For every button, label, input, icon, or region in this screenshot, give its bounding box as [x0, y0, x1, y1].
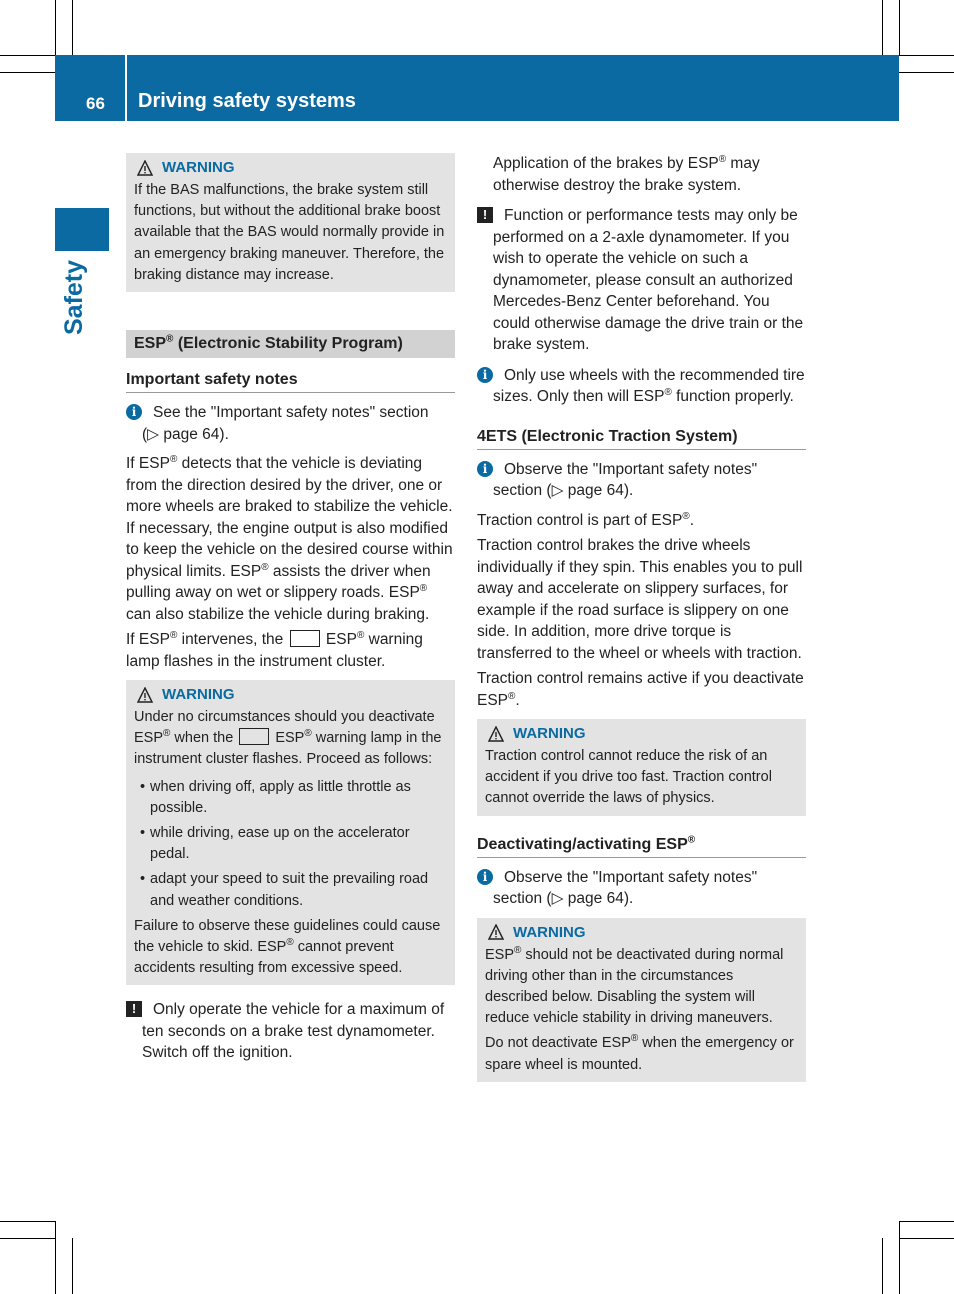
warning-triangle-icon — [137, 160, 153, 176]
crop-mark — [899, 55, 954, 56]
crop-mark — [899, 72, 954, 73]
warning-triangle-icon — [137, 687, 153, 703]
warning-title: WARNING — [162, 686, 235, 704]
crop-mark — [0, 55, 55, 56]
crop-mark — [0, 72, 55, 73]
traction-description-paragraph: Traction control brakes the drive wheels individually if they spin. This enables you to pull away and accelerate on slippery surfaces, for example if the road surface is slippery on one side. In addition, more drive torque is transferred to the wheel or wheels with traction. — [477, 537, 803, 662]
crop-mark — [899, 1221, 954, 1222]
warning-triangle-icon — [488, 726, 504, 742]
subheading-important-safety-notes: Important safety notes — [126, 371, 455, 393]
crop-mark — [882, 1238, 883, 1294]
list-item: • when driving off, apply as little throttle as possible. — [134, 777, 447, 819]
crop-mark — [899, 1221, 900, 1294]
right-column — [477, 153, 806, 1082]
traction-part-paragraph: Traction control is part of ESP®. — [477, 510, 695, 529]
subheading-4ets: 4ETS (Electronic Traction System) — [477, 428, 806, 450]
crop-mark — [0, 1238, 55, 1239]
header-divider — [125, 55, 127, 121]
warning-box-esp-deactivation — [477, 918, 806, 1082]
crop-mark — [899, 0, 900, 55]
warning-bullet-list — [134, 777, 447, 912]
warning-heading — [485, 924, 798, 941]
crop-mark — [899, 1238, 954, 1239]
page-number: 66 — [86, 94, 105, 113]
warning-text: ESP® should not be deactivated during normal driving other than in the circumstances described below. Disabling the system will reduce vehicle stability in driving maneuvers. — [485, 944, 784, 1027]
esp-skid-icon — [290, 630, 320, 647]
crop-mark — [882, 0, 883, 55]
info-icon: i — [477, 367, 493, 383]
list-item: • while driving, ease up on the accelerator pedal. — [134, 823, 447, 865]
info-note: i Observe the "Important safety notes" section (▷ page 64). — [477, 867, 806, 910]
warning-heading — [485, 725, 798, 742]
info-icon: i — [477, 461, 493, 477]
warning-box-deactivate — [126, 680, 455, 985]
section-heading-esp: ESP® (Electronic Stability Program) — [126, 330, 455, 358]
crop-mark — [72, 0, 73, 55]
side-tab — [55, 208, 109, 251]
info-icon: i — [477, 869, 493, 885]
warning-text: Traction control cannot reduce the risk of an accident if you drive too fast. Traction control cannot override the laws of physics. — [485, 748, 772, 807]
esp-warning-lamp-paragraph: If ESP® intervenes, the ESP® warning lamp flashes in the instrument cluster. — [126, 629, 423, 670]
warning-outro: Failure to observe these guidelines could cause the vehicle to skid. ESP® cannot prevent accidents resulting from excessive speed. — [134, 917, 441, 977]
traction-active-paragraph: Traction control remains active if you deactivate ESP®. — [477, 670, 804, 709]
warning-text: If the BAS malfunctions, the brake system still functions, but without the additional brake boost available that the BAS would normally provide in an emergency braking maneuver. Therefore, the braking distance may increase. — [134, 182, 445, 283]
warning-box-traction — [477, 719, 806, 816]
warning-box-bas — [126, 153, 455, 292]
warning-title: WARNING — [162, 159, 235, 176]
side-label-safety: Safety — [60, 259, 88, 335]
crop-mark — [55, 1221, 56, 1294]
caution-note: ! Only operate the vehicle for a maximum of ten seconds on a brake test dynamometer. Switch off the ignition. — [126, 999, 455, 1064]
info-note: i Only use wheels with the recommended tire sizes. Only then will ESP® function properly. — [477, 365, 806, 408]
list-item: • adapt your speed to suit the prevailing road and weather conditions. — [134, 869, 447, 911]
esp-skid-icon — [239, 728, 269, 745]
crop-mark — [72, 1238, 73, 1294]
left-column — [126, 153, 455, 1064]
exclamation-icon: ! — [477, 207, 493, 223]
warning-text: Do not deactivate ESP® when the emergency or spare wheel is mounted. — [485, 1033, 794, 1073]
warning-heading — [134, 686, 447, 703]
subheading-deactivating-esp: Deactivating/activating ESP® — [477, 836, 806, 858]
caution-note: ! Function or performance tests may only be performed on a 2-axle dynamometer. If you wish to operate the vehicle on such a dynamometer, please consult an authorized Mercedes-Benz Center beforehand. You could otherwise damage the drive train or the brake system. — [477, 205, 806, 356]
esp-description-paragraph: If ESP® detects that the vehicle is deviating from the direction desired by the driver, one or more wheels are braked to stabilize the vehicle. If necessary, the engine output is also modified to keep the vehicle on the desired course within physical limits. ESP® assists the driver when pulling away on wet or slippery roads. ESP® can also stabilize the vehicle during braking. — [126, 453, 453, 623]
warning-title: WARNING — [513, 725, 586, 742]
warning-heading — [134, 159, 447, 176]
brake-application-paragraph: Application of the brakes by ESP® may otherwise destroy the brake system. — [493, 153, 760, 194]
warning-title: WARNING — [513, 923, 586, 941]
info-note: i See the "Important safety notes" section (▷ page 64). — [126, 402, 455, 445]
warning-intro: Under no circumstances should you deactivate ESP® when the ESP® warning lamp in the instrument cluster flashes. Proceed as follows: — [134, 709, 442, 768]
info-note: i Observe the "Important safety notes" section (▷ page 64). — [477, 459, 806, 502]
section-title: Driving safety systems — [138, 90, 356, 112]
warning-triangle-icon — [488, 924, 504, 940]
page-reference-link[interactable]: (▷ page 64). — [142, 425, 229, 443]
crop-mark — [55, 0, 56, 55]
exclamation-icon: ! — [126, 1001, 142, 1017]
crop-mark — [0, 1221, 55, 1222]
info-icon: i — [126, 404, 142, 420]
